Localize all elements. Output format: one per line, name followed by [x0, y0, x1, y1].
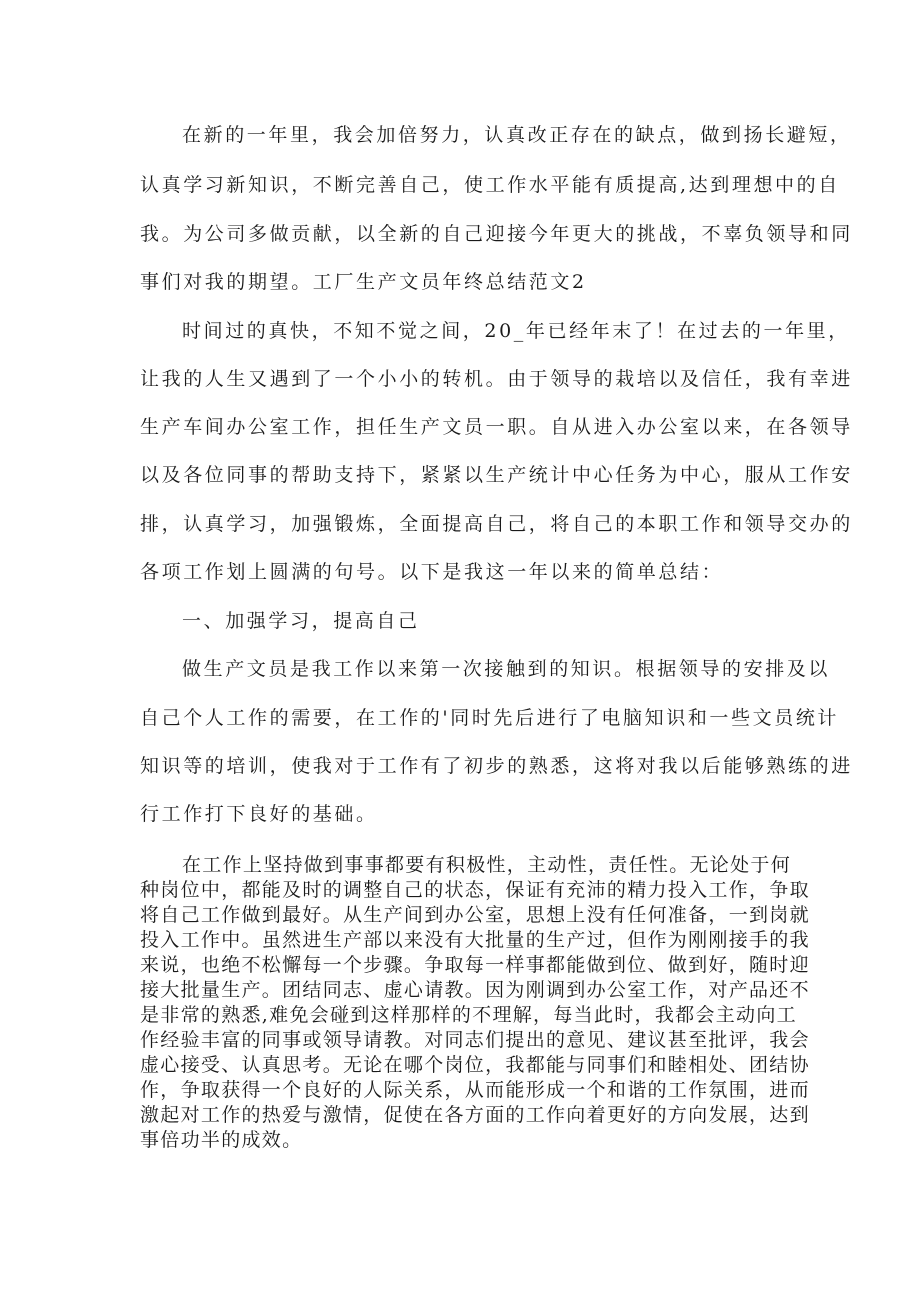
text-line: 是非常的熟悉,难免会碰到这样那样的不理解，每当此时，我都会主动向工: [140, 1004, 797, 1026]
text-line: 自己个人工作的需要，在工作的'同时先后进行了电脑知识和一些文员统计: [140, 707, 840, 729]
text-line: 我。为公司多做贡献，以全新的自己迎接今年更大的挑战，不辜负领导和同: [140, 223, 853, 245]
text-line: 来说，也绝不松懈每一个步骤。争取每一样事都能做到位、做到好，随时迎: [140, 954, 810, 976]
text-line: 生产车间办公室工作，担任生产文员一职。自从进入办公室以来，在各领导: [140, 416, 853, 438]
text-line: 激起对工作的热爱与激情，促使在各方面的工作向着更好的方向发展，达到: [140, 1104, 810, 1126]
text-line: 做生产文员是我工作以来第一次接触到的知识。根据领导的安排及以: [182, 658, 831, 680]
text-line: 在工作上坚持做到事事都要有积极性，主动性，责任性。无论处于何: [182, 854, 792, 876]
text-line: 时间过的真快，不知不觉之间，20_年已经年末了！在过去的一年里，: [182, 320, 850, 342]
text-line: 作经验丰富的同事或领导请教。对同志们提出的意见、建议甚至批评，我会: [140, 1029, 810, 1051]
text-line: 让我的人生又遇到了一个小小的转机。由于领导的栽培以及信任，我有幸进: [140, 368, 853, 390]
text-line: 接大批量生产。团结同志、虚心请教。因为刚调到办公室工作，对产品还不: [140, 979, 810, 1001]
section-heading: 一、加强学习，提高自己: [182, 610, 420, 632]
text-line: 行工作打下良好的基础。: [140, 803, 378, 825]
text-line: 投入工作中。虽然进生产部以来没有大批量的生产过，但作为刚刚接手的我: [140, 929, 810, 951]
text-line: 事倍功半的成效。: [140, 1129, 303, 1151]
text-line: 种岗位中，都能及时的调整自己的状态，保证有充沛的精力投入工作，争取: [140, 879, 810, 901]
text-line: 将自己工作做到最好。从生产间到办公室，思想上没有任何准备，一到岗就: [140, 904, 810, 926]
text-line: 事们对我的期望。工厂生产文员年终总结范文2: [140, 271, 587, 293]
text-line: 各项工作划上圆满的句号。以下是我这一年以来的简单总结：: [140, 561, 724, 583]
text-line: 认真学习新知识，不断完善自己，使工作水平能有质提高,达到理想中的自: [140, 174, 840, 196]
text-line: 排，认真学习，加强锻炼，全面提高自己，将自己的本职工作和领导交办的: [140, 513, 853, 535]
text-line: 虚心接受、认真思考。无论在哪个岗位，我都能与同事们和睦相处、团结协: [140, 1054, 810, 1076]
text-line: 以及各位同事的帮助支持下，紧紧以生产统计中心任务为中心，服从工作安: [140, 464, 853, 486]
text-line: 知识等的培训，使我对于工作有了初步的熟悉，这将对我以后能够熟练的进: [140, 755, 853, 777]
text-line: 在新的一年里，我会加倍努力，认真改正存在的缺点，做到扬长避短，: [182, 124, 852, 146]
text-line: 作，争取获得一个良好的人际关系，从而能形成一个和谐的工作氛围，进而: [140, 1079, 810, 1101]
